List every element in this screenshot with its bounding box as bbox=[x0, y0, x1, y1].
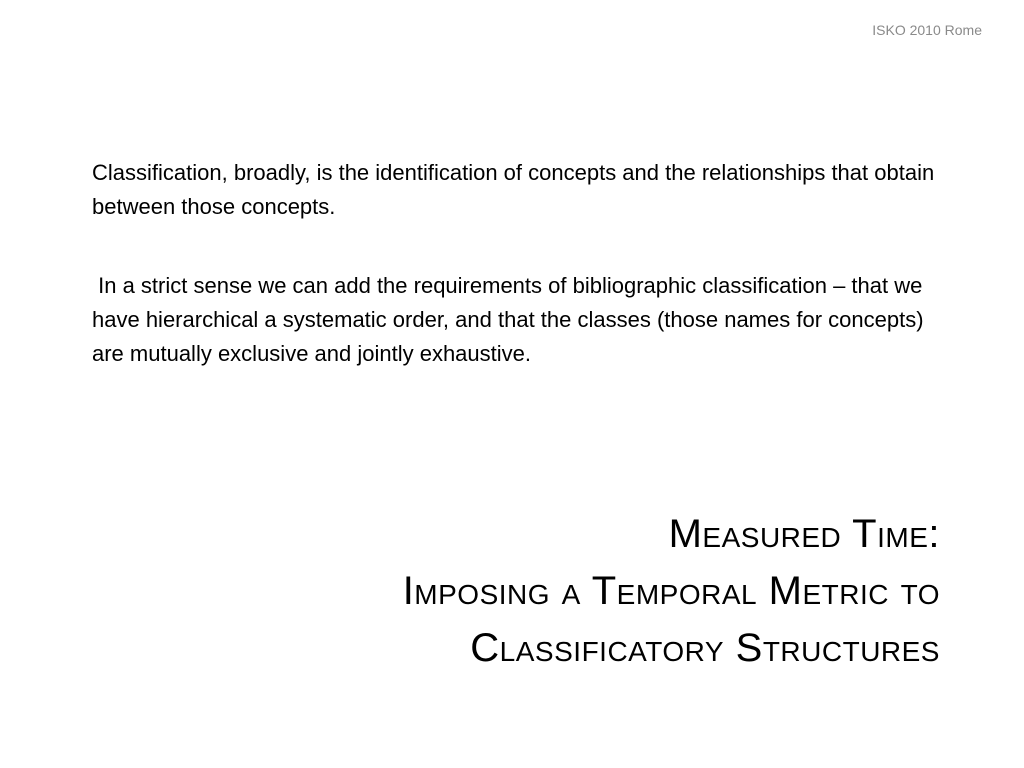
title-line-3: Classificatory Structures bbox=[470, 626, 940, 670]
body-paragraph-definition: Classification, broadly, is the identification of concepts and the relationships that obtain between those concepts. bbox=[92, 160, 935, 219]
slide-body bbox=[92, 156, 942, 371]
title-line-2: Imposing a Temporal Metric to bbox=[402, 569, 940, 613]
header-note: ISKO 2010 Rome bbox=[872, 22, 982, 38]
body-paragraph-strict-sense: In a strict sense we can add the requirements of bibliographic classification – that we have hierarchical a systematic order, and that the classes (those names for concepts) are mutually exclusive and jointly exhaustive. bbox=[92, 273, 930, 366]
slide-title bbox=[180, 506, 940, 677]
title-line-1: Measured Time: bbox=[668, 512, 940, 556]
